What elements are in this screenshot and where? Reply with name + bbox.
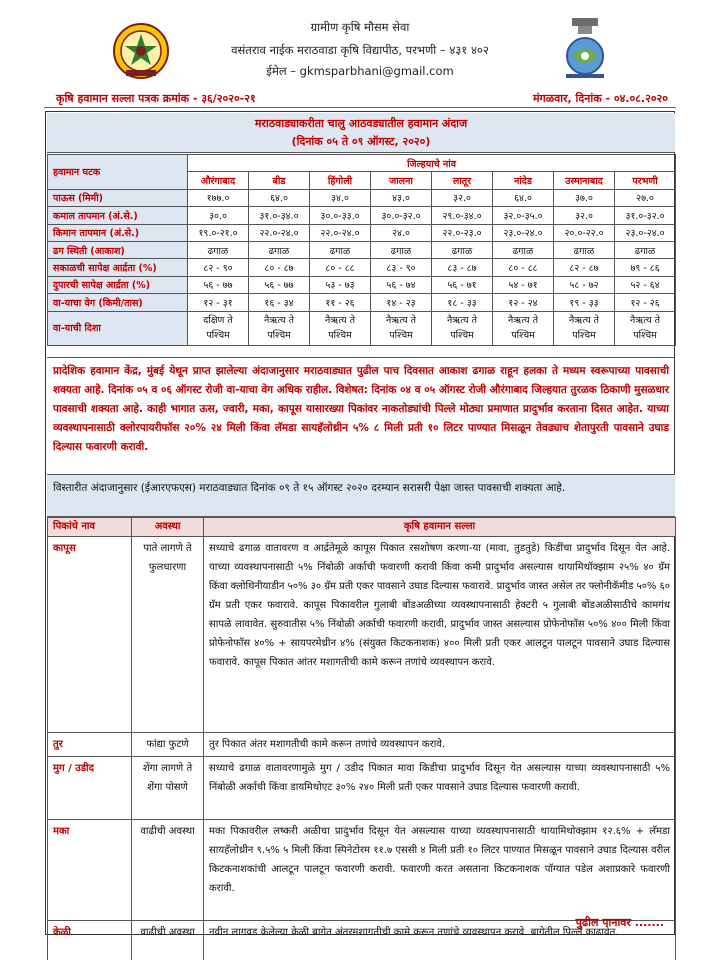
forecast-value: १८ - ३३ [432,294,493,311]
advisory-bar [40,89,680,107]
forecast-value: ढगाळ [188,241,249,258]
district-name: जालना [371,172,432,189]
forecast-row [48,276,676,293]
forecast-value: ३२.० [554,207,615,224]
district-name: हिंगोली [310,172,371,189]
forecast-dates: (दिनांक ०५ ते ०९ ऑगस्ट, २०२०) [291,135,431,148]
crop-advice: मका पिकावरील लष्करी अळीचा प्रादुर्भाव दिसून येत असल्यास याच्या व्यवस्थापनासाठी थायामिथोक्झाम १२.६% + लॅमडा सायहॅलोथ्रीन ९.५% ५ मिली किंवा स्पिनेटोरम ११.७ एससी ४ मिली प्रती १० लिटर पाण्यात मिसळून पावसाने उघाड दिल्यास वरील किटकनाशकांची आलटून पालटून फवारणी करावी. फवारणी करत असताना किटकनाशक पॉग्यात पडेल अशाप्रकारे फवारणी करावी. [204,820,676,921]
forecast-value: १२ - २६ [615,294,676,311]
forecast-value: २२.०-२३.० [432,224,493,241]
param-label: पाऊस (मिमी) [48,189,188,206]
forecast-value: नैऋत्य ते पश्चिम [493,311,554,345]
crop-row [48,757,676,820]
forecast-row [48,189,676,206]
crop-advice: तुर पिकात अंतर मशागतीची कामे करून तणांचे व्यवस्थापन करावे. [204,733,676,757]
forecast-value: ५६ - ७७ [188,276,249,293]
bulletin-frame [45,111,675,938]
crop-advice: सध्याचे ढगाळ वातावरण व आर्द्रतेमूळे कापूस पिकात रसशोषण करणा-या (मावा, तुडतुडे) किडींचा प्रादुर्भाव दिसून येत आहे. याच्या व्यवस्थापनासाठी ५% निंबोळी अर्काची फवारणी करावी किंवा कमी प्रादुर्भाव असल्यास थायामिथॉक्झाम २५% ४० ग्रॅम किंवा क्लोथिनीयाडीन ५०% ३० ग्रॅम प्रती एकर पावसाने उघाड दिल्यास फवारावे. प्रादुर्भाव जास्त असेल तर फ्लोनीकॅमीड ५०% ६० ग्रॅम प्रती एकर फवारावे. कापूस पिकावरील गुलाबी बोंडअळीच्या व्यवस्थापनासाठी हेक्टरी ५ गुलाबी बोंडअळीसाठीचे कामगंध सापळे लावावेत. सुरुवातीस ५% निंबोळी अर्काची फवारणी करावी, प्रादुर्भाव जास्त असल्यास प्रोफेनोफॉस ५०% ४०० मिली किंवा प्रोफेनोफॉस ४०% + सायपरमेथ्रीन ४% (संयुक्त किटकनाशक) ४०० मिली प्रती एकर आलटून पालटून पावसाने उघाड दिल्यास फवारावे. कापूस पिकात आंतर मशागतीची कामे करून तणांचे व्यवस्थापन करावे. [204,537,676,733]
forecast-value: ५६ - ७४ [371,276,432,293]
forecast-value: १९.०-२१.० [188,224,249,241]
forecast-value: दक्षिण ते पश्चिम [188,311,249,345]
param-header: हवामान घटक [48,155,188,190]
crop-name: तुर [48,733,132,757]
district-name: बीड [249,172,310,189]
crop-stage: फांद्या फुटणे [132,733,204,757]
forecast-value: ४३.० [371,189,432,206]
email-line: ईमेल – gkmsparbhani@gmail.com [266,64,454,78]
forecast-value: १७७.० [188,189,249,206]
forecast-value: ३०.०-३२.० [371,207,432,224]
forecast-value: २०.०-२२.० [554,224,615,241]
forecast-value: ढगाळ [432,241,493,258]
forecast-value: ७९ - ८६ [615,259,676,276]
crop-stage: वाढीची अवस्था [132,820,204,921]
param-label: वा-याचा वेग (किमी/तास) [48,294,188,311]
forecast-value: नैऋत्य ते पश्चिम [554,311,615,345]
national-emblem-icon [558,14,612,80]
forecast-value: ३२.०-३५.० [493,207,554,224]
forecast-value: २२.०-२४.० [249,224,310,241]
forecast-value: २३.०-२४.० [493,224,554,241]
crop-row [48,733,676,757]
param-label: कमाल तापमान (अं.से.) [48,207,188,224]
divider [44,107,676,108]
advisory-number: कृषि हवामान सल्ला पत्रक क्रमांक - ३६/२०२०-२१ [56,92,256,105]
forecast-value: २४.० [371,224,432,241]
forecast-value: ढगाळ [554,241,615,258]
forecast-row [48,259,676,276]
service-name: ग्रामीण कृषि मौसम सेवा [310,20,410,34]
forecast-value: ५८ - ७२ [554,276,615,293]
param-label: किमान तापमान (अं.से.) [48,224,188,241]
forecast-title [47,113,675,153]
continued-next-page: पुढील पानावर ....... [575,916,664,929]
forecast-value: ५६ - ७७ [249,276,310,293]
forecast-row [48,207,676,224]
forecast-value: ८२ - ८७ [554,259,615,276]
extended-forecast-text: विस्तारीत अंदाजानुसार (ईआरएफएस) मराठवाड्यात दिनांक ०९ ते १५ ऑगस्ट २०२० दरम्यान सरासरी पेक्षा जास्त पावसाची शक्यता आहे. [47,475,675,517]
forecast-heading: मराठवाड्याकरीता चालु आठवड्यातील हवामान अंदाज [254,117,468,130]
forecast-value: २३.०-२४.० [615,224,676,241]
param-label: वा-याची दिशा [48,311,188,345]
forecast-value: नैऋत्य ते पश्चिम [432,311,493,345]
col-advice: कृषि हवामान सल्ला [204,518,676,537]
param-label: सकाळची सापेक्ष आर्द्रता (%) [48,259,188,276]
crop-advisory-table [47,517,676,960]
forecast-value: ३४.० [310,189,371,206]
crop-stage: शेंगा लागणे ते शेंगा पोसणे [132,757,204,820]
district-name: औरंगाबाद [188,172,249,189]
crop-name: कापूस [48,537,132,733]
crop-name: मुग / उडीद [48,757,132,820]
forecast-value: ८० - ८७ [249,259,310,276]
crop-advice: नवीन लागवड केलेल्या केळी बागेत अंतरमशागतीची कामे करून तणांचे व्यवस्थापन करावे. बागेतील पिल्ले काढावेत. [204,921,676,960]
forecast-row [48,294,676,311]
forecast-value: ढगाळ [493,241,554,258]
col-stage: अवस्था [132,518,204,537]
forecast-value: नैऋत्य ते पश्चिम [310,311,371,345]
crop-advice: सध्याचे ढगाळ वातावरणामुळे मुग / उडीद पिकात मावा किडीचा प्रादुर्भाव दिसून येत असल्यास याच्या व्यवस्थापनासाठी ५% निंबोळी अर्काची किंवा डायमिथोएट ३०% २४० मिली प्रती एकर पावसाने उघाड दिल्यास फवारणी करावी. [204,757,676,820]
forecast-value: ८३ - ८७ [432,259,493,276]
forecast-value: २२.०-२४.० [310,224,371,241]
district-group-header: जिल्हयाचे नांव [188,155,676,172]
district-name: लातूर [432,172,493,189]
forecast-value: ढगाळ [615,241,676,258]
forecast-value: ३१.०-३४.० [249,207,310,224]
forecast-value: ५३ - ७३ [310,276,371,293]
forecast-row [48,241,676,258]
university-address: वसंतराव नाईक मराठवाडा कृषि विद्यापीठ, परभणी – ४३१ ४०२ [231,43,489,57]
forecast-value: ३७.० [554,189,615,206]
forecast-value: ६४.० [493,189,554,206]
forecast-value: नैऋत्य ते पश्चिम [371,311,432,345]
letterhead [0,0,720,85]
crop-stage: वाढीची अवस्था [132,921,204,960]
forecast-value: ढगाळ [249,241,310,258]
crop-name: केळी [48,921,132,960]
col-crop-name: पिकांचे नाव [48,518,132,537]
wind-direction-row [48,311,676,345]
forecast-value: नैऋत्य ते पश्चिम [615,311,676,345]
forecast-row [48,224,676,241]
param-label: दुपारची सापेक्ष आर्द्रता (%) [48,276,188,293]
forecast-value: ८० - ८८ [310,259,371,276]
advisory-date: मंगळवार, दिनांक - ०४.०८.२०२० [532,92,668,105]
forecast-value: ११ - २६ [310,294,371,311]
forecast-value: ३१.०-३२.० [615,207,676,224]
crop-row [48,820,676,921]
district-name: उस्मानाबाद [554,172,615,189]
forecast-value: ५२ - ६४ [615,276,676,293]
forecast-value: ८३ - ९० [371,259,432,276]
district-name: परभणी [615,172,676,189]
crop-stage: पाते लागणे ते फुलधारणा [132,537,204,733]
forecast-value: ढगाळ [371,241,432,258]
forecast-rows [48,189,676,311]
forecast-value: ५४ - ७१ [493,276,554,293]
weather-forecast-table [47,154,676,346]
district-name: नांदेड [493,172,554,189]
crop-table-header [48,518,676,537]
forecast-value: ८० - ८८ [493,259,554,276]
param-label: ढग स्थिती (आकाश) [48,241,188,258]
forecast-value: ६४.० [249,189,310,206]
crop-row [48,537,676,733]
forecast-value: १२ - ३१ [188,294,249,311]
forecast-value: २७.० [615,189,676,206]
forecast-value: ५६ - ७१ [432,276,493,293]
regional-forecast-text: प्रादेशिक हवामान केंद्र, मुंबई येथून प्राप्त झालेल्या अंदाजानुसार मराठवाड्यात पुढील पाच दिवसात आकाश ढगाळ राहून हलका ते मध्यम स्वरूपाच्या पावसाची शक्यता आहे. दिनांक ०५ व ०६ ऑगस्ट रोजी वा-याचा वेग अधिक राहील. विशेषत: दिनांक ०४ व ०५ ऑगस्ट रोजी औरंगाबाद जिल्हयात तुरळक ठिकाणी मुसळधार पावसाची शक्यता आहे. काही भागात ऊस, ज्वारी, मका, कापूस यासारख्या पिकांवर नाकतोड्यांची पिल्ले मोठ्या प्रमाणात प्रादुर्भाव करताना दिसत आहेत. याच्या व्यवस्थापनासाठी क्लोरपायरीफॉस २०% २४ मिली किंवा लॅमडा सायहॅलोथ्रीन ५% ८ मिली प्रती १० लिटर पाण्यात मिसळून तेवढ्याच शेतापुरती पावसाने उघाड दिल्यास फवारणी करावी. [47,357,675,475]
forecast-value: ३०.० [188,207,249,224]
forecast-value: १६ - ३४ [249,294,310,311]
forecast-value: ३२.० [432,189,493,206]
forecast-value: ८२ - ९० [188,259,249,276]
forecast-value: ढगाळ [310,241,371,258]
forecast-value: १४ - २३ [371,294,432,311]
forecast-value: ३०.०-३३.० [310,207,371,224]
forecast-value: १२ - २४ [493,294,554,311]
forecast-value: १९ - ३३ [554,294,615,311]
crop-name: मका [48,820,132,921]
forecast-value: नैऋत्य ते पश्चिम [249,311,310,345]
forecast-value: २९.०-३४.० [432,207,493,224]
